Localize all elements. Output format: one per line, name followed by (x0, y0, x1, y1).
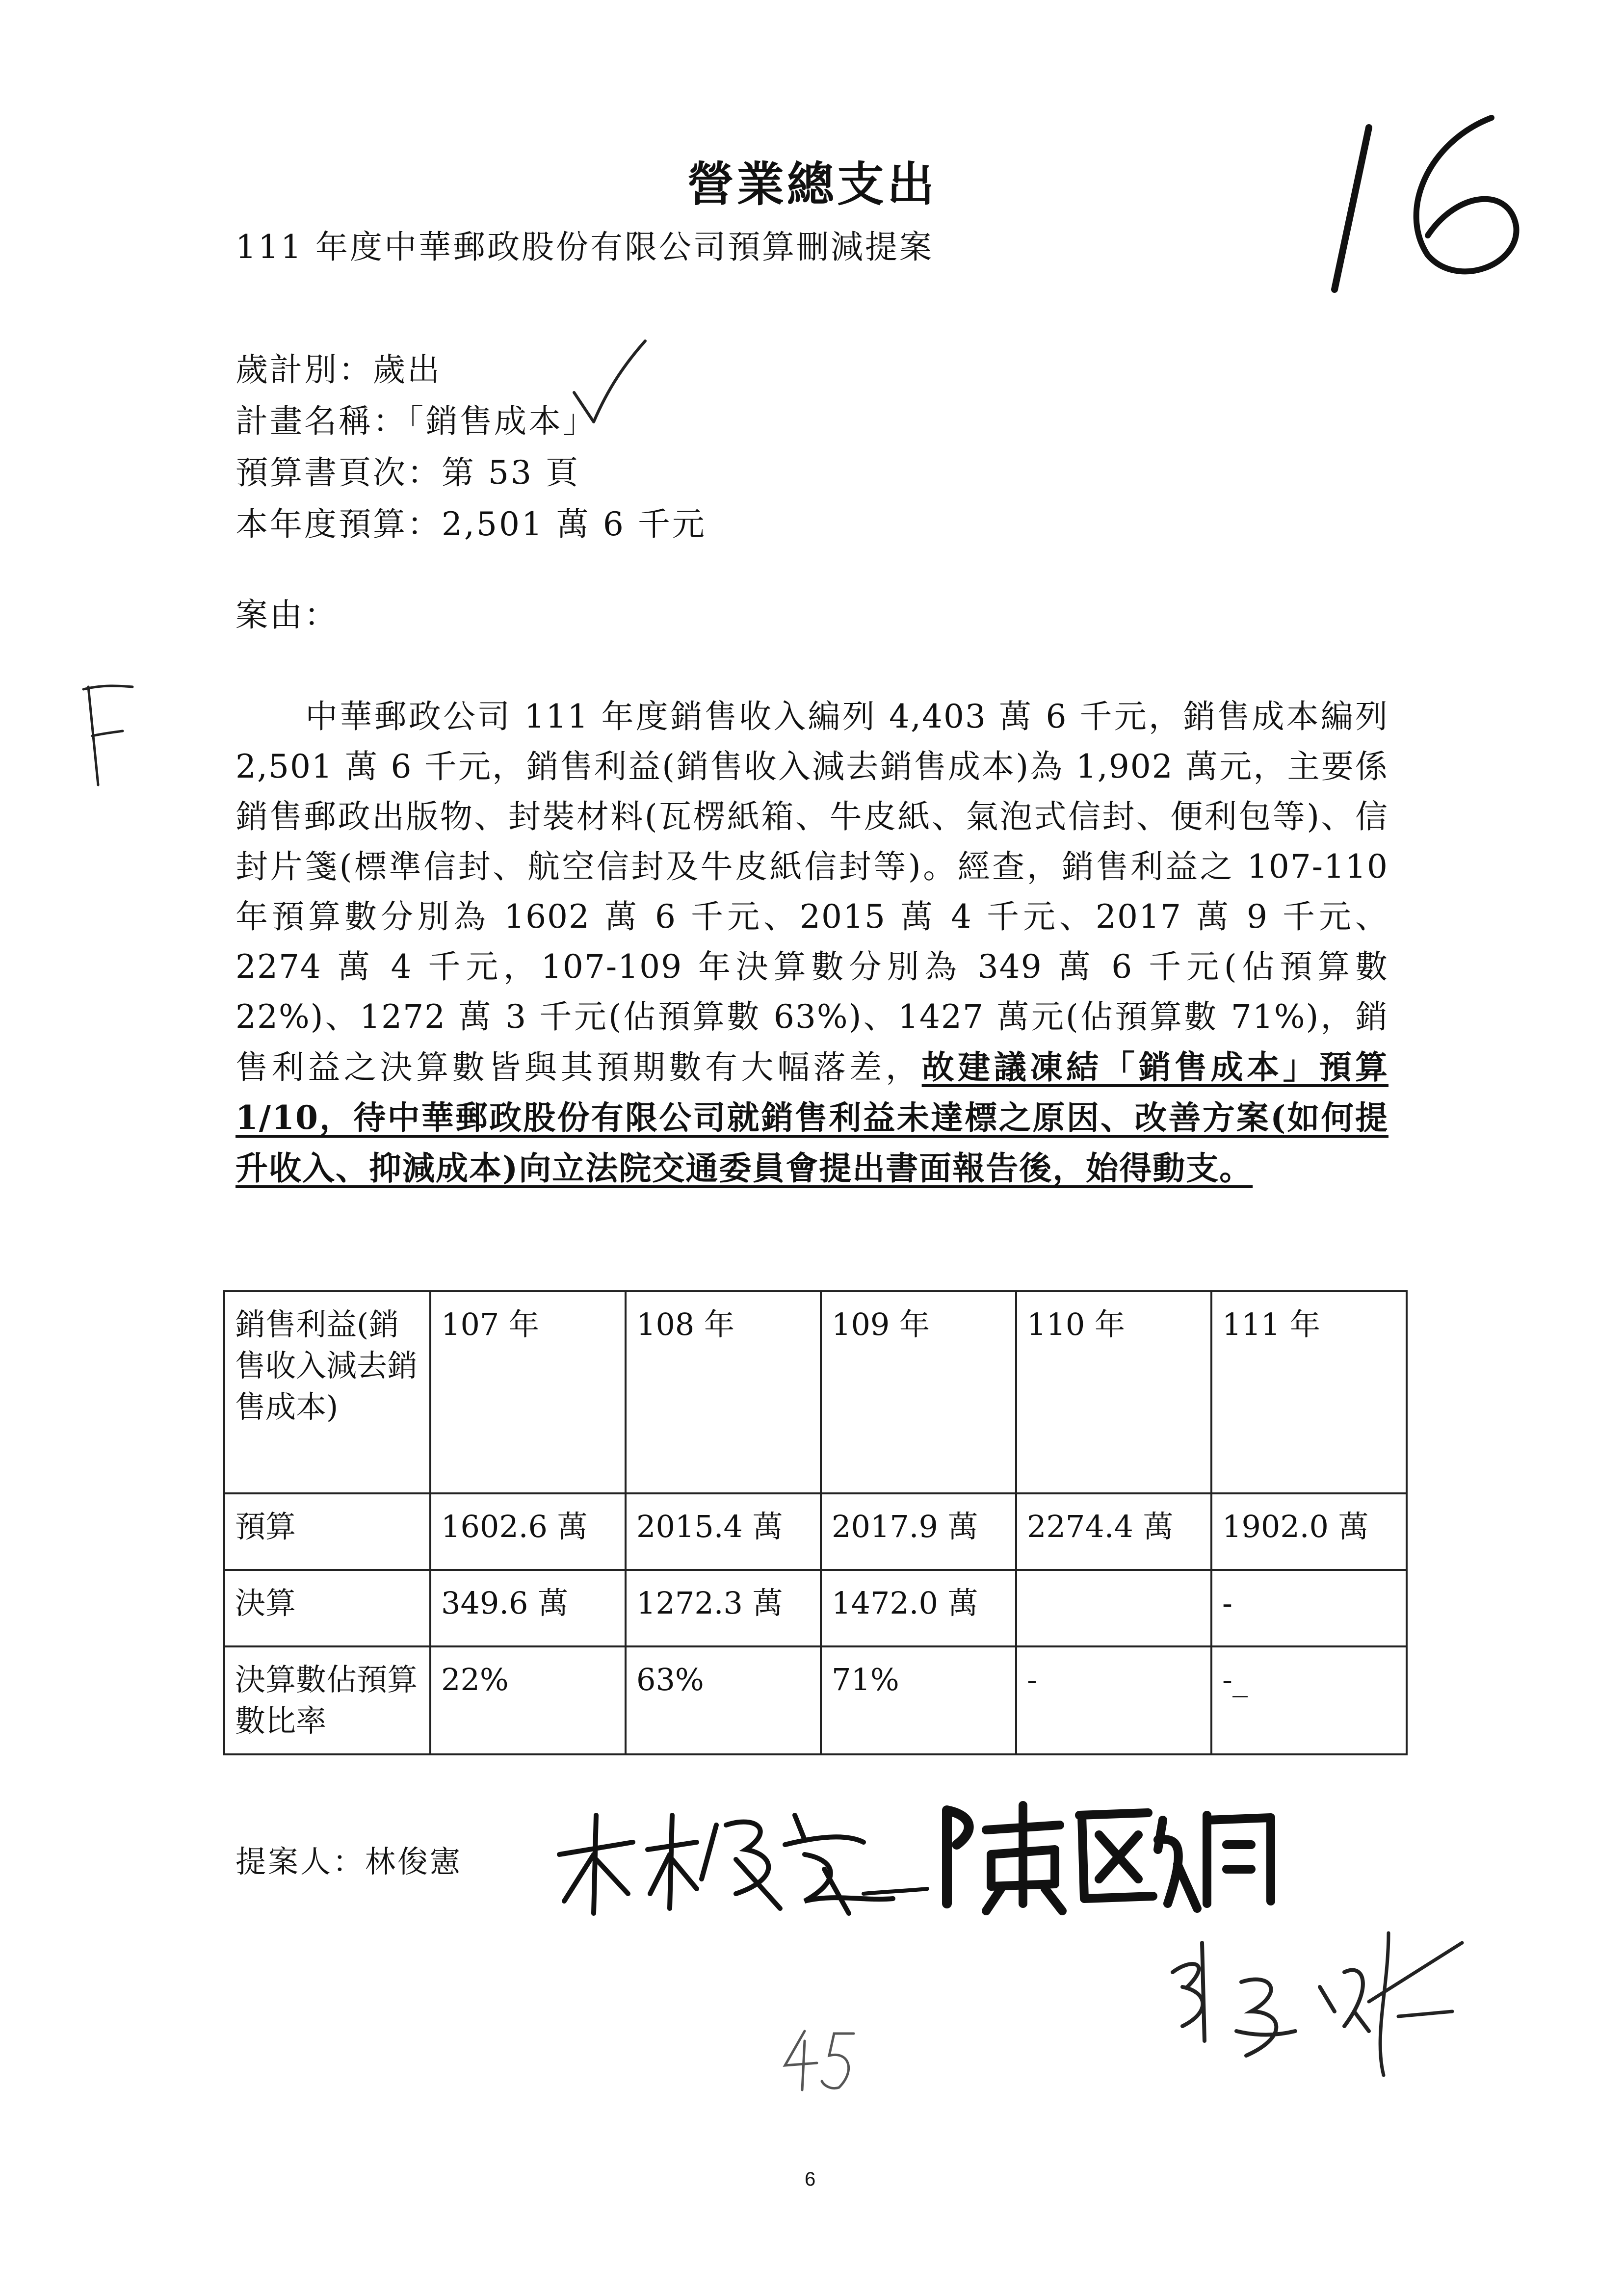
signature-zhong-jiabin (1158, 1913, 1472, 2090)
table-row (224, 1570, 1407, 1646)
signature-chen-ouei (932, 1791, 1285, 1918)
table-header-row (224, 1291, 1407, 1493)
table-cell: 2015.4 萬 (626, 1493, 821, 1570)
table-cell: 1602.6 萬 (430, 1493, 626, 1570)
table-year-header: 110 年 (1016, 1291, 1211, 1493)
case-label: 案由： (236, 596, 339, 634)
case-body (236, 692, 1388, 1194)
meta-plan-name: 計畫名稱：「銷售成本」 (236, 402, 597, 440)
sales-profit-table (223, 1290, 1408, 1755)
body-text: 中華郵政公司 111 年度銷售收入編列 4,403 萬 6 千元，銷售成本編列 2,501 萬 6 千元，銷售利益(銷售收入減去銷售成本)為 1,902 萬元，主要係銷售郵政出版物、封裝材料(瓦楞紙箱、牛皮紙、氣泡式信封、便利包等)、信封片箋(標準信封、航空信封及牛皮紙信封等)。經查，銷售利益之 107-110 年預算數分別為 1602 萬 6 千元、2015 萬 4 千元、2017 萬 9 千元、2274 萬 4 千元，107-109 年決算數分別為 349 萬 6 千元(佔預算數 22%)、1272 萬 3 千元(佔預算數 63%)、1427 萬元(佔預算數 71%)，銷售利益之決算數皆與其預期數有大幅落差， (236, 698, 1388, 1086)
meta-budget-page: 預算書頁次：第 53 頁 (236, 454, 580, 492)
subtitle: 111 年度中華郵政股份有限公司預算刪減提案 (236, 228, 934, 266)
table-row (224, 1493, 1407, 1570)
meta-current-budget: 本年度預算：2,501 萬 6 千元 (236, 505, 707, 543)
proposer-label: 提案人：林俊憲 (236, 1844, 463, 1879)
table-cell: 71% (821, 1646, 1016, 1754)
table-cell: 1902.0 萬 (1211, 1493, 1407, 1570)
signature-lin-junxian (550, 1796, 932, 1923)
table-cell: 63% (626, 1646, 821, 1754)
table-cell (1016, 1570, 1211, 1646)
handwritten-checkmark (564, 334, 653, 432)
table-row-label: 決算數佔預算數比率 (224, 1646, 430, 1754)
table-row-label: 決算 (224, 1570, 430, 1646)
table-cell: 1472.0 萬 (821, 1570, 1016, 1646)
table-cell: - (1016, 1646, 1211, 1754)
table-cell: 2017.9 萬 (821, 1493, 1016, 1570)
table-row (224, 1646, 1407, 1754)
table-cell: 1272.3 萬 (626, 1570, 821, 1646)
table-cell: 22% (430, 1646, 626, 1754)
table-row-label: 預算 (224, 1493, 430, 1570)
table-year-header: 107 年 (430, 1291, 626, 1493)
table-year-header: 108 年 (626, 1291, 821, 1493)
meta-fiscal-category: 歲計別：歲出 (236, 351, 442, 389)
table-cell: 349.6 萬 (430, 1570, 626, 1646)
table-corner-header: 銷售利益(銷售收入減去銷售成本) (224, 1291, 430, 1493)
table-year-header: 109 年 (821, 1291, 1016, 1493)
page-number: 6 (805, 2168, 816, 2190)
table-year-header: 111 年 (1211, 1291, 1407, 1493)
table-cell: - (1211, 1570, 1407, 1646)
handwritten-note-45 (775, 2021, 864, 2095)
handwritten-page-mark-16 (1315, 98, 1550, 304)
page-title: 營業總支出 (687, 157, 937, 212)
body-emphasis: 故建議凍結「銷售成本」預算 1/10，待中華郵政股份有限公司就銷售利益未達標之原因、改善方案(如何提升收入、抑減成本)向立法院交通委員會提出書面報告後，始得動支。 (236, 1048, 1389, 1187)
table-cell: -_ (1211, 1646, 1407, 1754)
handwritten-letter-f (74, 677, 142, 795)
table-cell: 2274.4 萬 (1016, 1493, 1211, 1570)
